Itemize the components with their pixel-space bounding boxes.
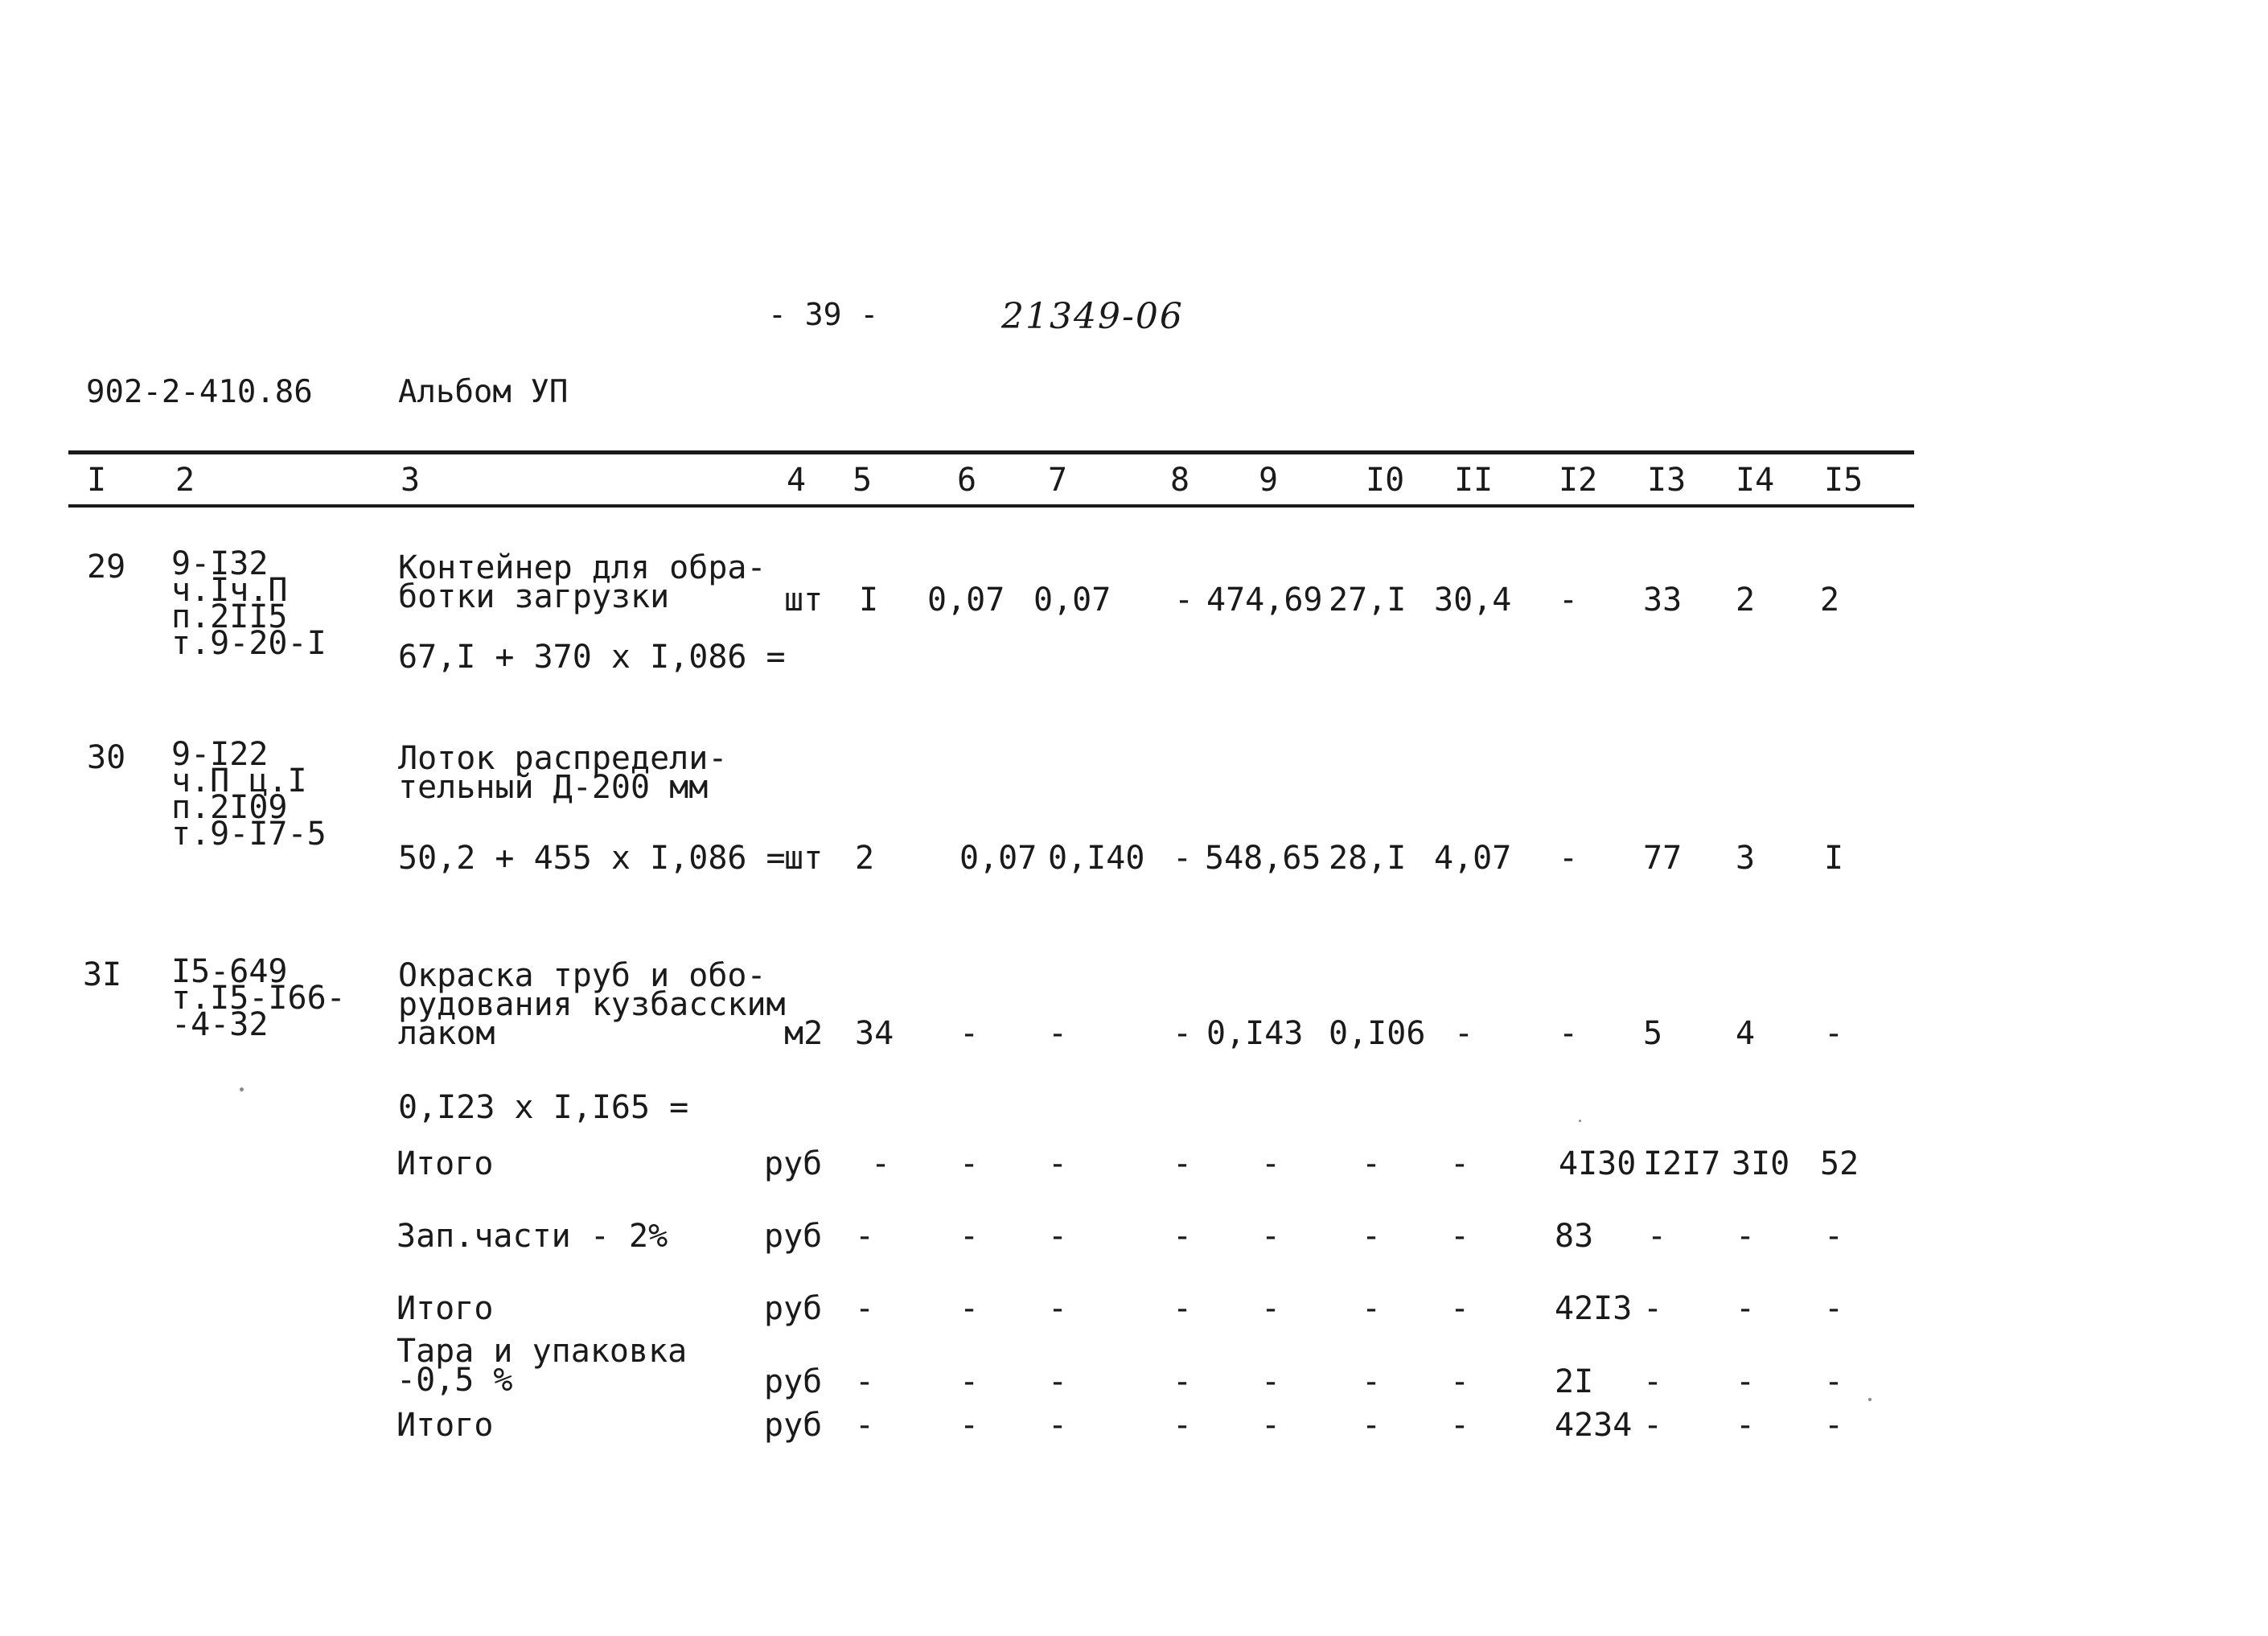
- col-6-value: -: [959, 1218, 980, 1255]
- col-6-value: -: [959, 1407, 980, 1444]
- col-12-value: 2I: [1555, 1363, 1594, 1400]
- col-9-value: -: [1261, 1290, 1281, 1327]
- col-11-value: -: [1454, 1015, 1474, 1052]
- totals-label: Итого: [396, 1290, 494, 1327]
- row-number: 3I: [83, 956, 122, 993]
- row-number: 30: [87, 739, 126, 776]
- column-header: I3: [1647, 462, 1687, 499]
- totals-label: Итого: [396, 1145, 494, 1182]
- col-8-value: -: [1173, 1407, 1193, 1444]
- col-7-value: 0,I40: [1048, 840, 1145, 877]
- unit: руб: [764, 1290, 823, 1327]
- col-14-value: -: [1736, 1218, 1756, 1255]
- col-9-value: -: [1261, 1218, 1281, 1255]
- col-9-value: -: [1261, 1145, 1281, 1182]
- col-9-value: -: [1261, 1363, 1281, 1400]
- item-name: Лоток распредели- тельный Д-200 мм: [398, 740, 728, 806]
- col-12-value: -: [1559, 1015, 1579, 1052]
- scan-speck: [1579, 1120, 1581, 1122]
- col-11-value: -: [1450, 1290, 1470, 1327]
- col-15-value: I: [1824, 840, 1844, 877]
- col-14-value: -: [1736, 1363, 1756, 1400]
- col-14-value: 3: [1736, 840, 1756, 877]
- col-10-value: -: [1362, 1407, 1382, 1444]
- column-header: 5: [853, 462, 873, 499]
- column-header: II: [1454, 462, 1494, 499]
- col-15-value: -: [1824, 1363, 1844, 1400]
- col-11-value: -: [1450, 1145, 1470, 1182]
- col-12-value: -: [1559, 840, 1579, 877]
- document-stamp: 21349-06: [1001, 296, 1184, 337]
- column-header: I: [87, 462, 107, 499]
- unit: руб: [764, 1218, 823, 1255]
- col-13-value: -: [1647, 1218, 1667, 1255]
- col-12-value: 42I3: [1555, 1290, 1633, 1327]
- col-8-value: -: [1173, 840, 1193, 877]
- col-6-value: -: [959, 1363, 980, 1400]
- col-8-value: -: [1173, 1363, 1193, 1400]
- quantity: I: [859, 582, 879, 619]
- col-13-value: -: [1643, 1407, 1663, 1444]
- album-title: Альбом УП: [398, 374, 569, 410]
- col-14-value: 2: [1736, 582, 1756, 619]
- col-11-value: -: [1450, 1407, 1470, 1444]
- col-15-value: -: [1824, 1290, 1844, 1327]
- unit: м2: [784, 1015, 824, 1052]
- totals-label: Тара и упаковка -0,5 %: [396, 1333, 688, 1399]
- col-15-value: -: [1824, 1407, 1844, 1444]
- col-5-value: -: [855, 1363, 875, 1400]
- scan-speck: [1868, 1398, 1872, 1401]
- col-11-value: -: [1450, 1363, 1470, 1400]
- col-7-value: 0,07: [1033, 582, 1111, 619]
- col-9-value: 0,I43: [1206, 1015, 1304, 1052]
- col-14-value: -: [1736, 1407, 1756, 1444]
- col-7-value: -: [1048, 1363, 1068, 1400]
- unit: шт: [784, 582, 824, 619]
- column-header: I4: [1736, 462, 1775, 499]
- norm-reference: I5-649 т.I5-I66- -4-32: [171, 953, 346, 1043]
- col-10-value: -: [1362, 1145, 1382, 1182]
- norm-reference: 9-I32 ч.Iч.П п.2II5 т.9-20-I: [171, 545, 327, 662]
- col-13-value: -: [1643, 1363, 1663, 1400]
- column-header: 8: [1170, 462, 1190, 499]
- col-15-value: 2: [1820, 582, 1840, 619]
- col-12-value: -: [1559, 582, 1579, 619]
- col-8-value: -: [1173, 1290, 1193, 1327]
- scan-speck: [240, 1087, 244, 1091]
- col-14-value: 4: [1736, 1015, 1756, 1052]
- col-6-value: -: [959, 1290, 980, 1327]
- col-13-value: -: [1643, 1290, 1663, 1327]
- col-7-value: -: [1048, 1407, 1068, 1444]
- price-formula: 50,2 + 455 x I,086 =: [398, 840, 786, 877]
- col-8-value: -: [1174, 582, 1194, 619]
- quantity: 34: [855, 1015, 894, 1052]
- column-header: I5: [1824, 462, 1863, 499]
- col-9-value: -: [1261, 1407, 1281, 1444]
- page-number: - 39 -: [768, 297, 879, 332]
- col-10-value: 27,I: [1329, 582, 1407, 619]
- row-number: 29: [87, 549, 126, 586]
- col-11-value: 4,07: [1434, 840, 1512, 877]
- col-6-value: 0,07: [927, 582, 1005, 619]
- quantity: 2: [855, 840, 875, 877]
- item-name: Окраска труб и обо- рудования кузбасским лаком: [398, 957, 786, 1052]
- col-15-value: -: [1824, 1218, 1844, 1255]
- column-header: I2: [1559, 462, 1598, 499]
- col-14-value: -: [1736, 1290, 1756, 1327]
- col-13-value: 5: [1643, 1015, 1663, 1052]
- col-6-value: -: [959, 1015, 980, 1052]
- item-name: Контейнер для обра- ботки загрузки: [398, 549, 766, 615]
- col-5-value: -: [871, 1145, 891, 1182]
- col-10-value: 28,I: [1329, 840, 1407, 877]
- col-8-value: -: [1173, 1218, 1193, 1255]
- column-header: 6: [957, 462, 977, 499]
- header-top-rule: [68, 450, 1914, 454]
- col-10-value: -: [1362, 1218, 1382, 1255]
- column-header: 3: [401, 462, 421, 499]
- col-6-value: -: [959, 1145, 980, 1182]
- col-12-value: 4I30: [1559, 1145, 1637, 1182]
- column-header: 4: [787, 462, 807, 499]
- col-13-value: I2I7: [1643, 1145, 1721, 1182]
- unit: руб: [764, 1407, 823, 1444]
- unit: шт: [784, 840, 824, 877]
- col-13-value: 77: [1643, 840, 1683, 877]
- col-13-value: 33: [1643, 582, 1683, 619]
- col-7-value: -: [1048, 1218, 1068, 1255]
- col-5-value: -: [855, 1407, 875, 1444]
- unit: руб: [764, 1363, 823, 1400]
- col-8-value: -: [1173, 1015, 1193, 1052]
- col-15-value: 52: [1820, 1145, 1859, 1182]
- header-bottom-rule: [68, 504, 1914, 508]
- col-10-value: 0,I06: [1329, 1015, 1426, 1052]
- col-12-value: 83: [1555, 1218, 1594, 1255]
- totals-label: Итого: [396, 1407, 494, 1444]
- col-14-value: 3I0: [1732, 1145, 1790, 1182]
- col-7-value: -: [1048, 1290, 1068, 1327]
- col-5-value: -: [855, 1290, 875, 1327]
- col-5-value: -: [855, 1218, 875, 1255]
- col-10-value: -: [1362, 1290, 1382, 1327]
- totals-label: Зап.части - 2%: [396, 1218, 668, 1255]
- col-10-value: -: [1362, 1363, 1382, 1400]
- project-code: 902-2-410.86: [86, 374, 313, 410]
- col-7-value: -: [1048, 1015, 1068, 1052]
- col-15-value: -: [1824, 1015, 1844, 1052]
- col-9-value: 474,69: [1206, 582, 1323, 619]
- norm-reference: 9-I22 ч.П ц.I п.2I09 т.9-I7-5: [171, 736, 327, 853]
- column-header: 2: [175, 462, 195, 499]
- col-8-value: -: [1173, 1145, 1193, 1182]
- col-6-value: 0,07: [959, 840, 1037, 877]
- col-7-value: -: [1048, 1145, 1068, 1182]
- col-11-value: 30,4: [1434, 582, 1512, 619]
- column-header: 9: [1259, 462, 1279, 499]
- price-formula: 0,I23 x I,I65 =: [398, 1089, 689, 1126]
- unit: руб: [764, 1145, 823, 1182]
- price-formula: 67,I + 370 x I,086 =: [398, 639, 786, 676]
- column-header: I0: [1366, 462, 1405, 499]
- col-11-value: -: [1450, 1218, 1470, 1255]
- col-9-value: 548,65: [1205, 840, 1321, 877]
- column-header: 7: [1048, 462, 1068, 499]
- col-12-value: 4234: [1555, 1407, 1633, 1444]
